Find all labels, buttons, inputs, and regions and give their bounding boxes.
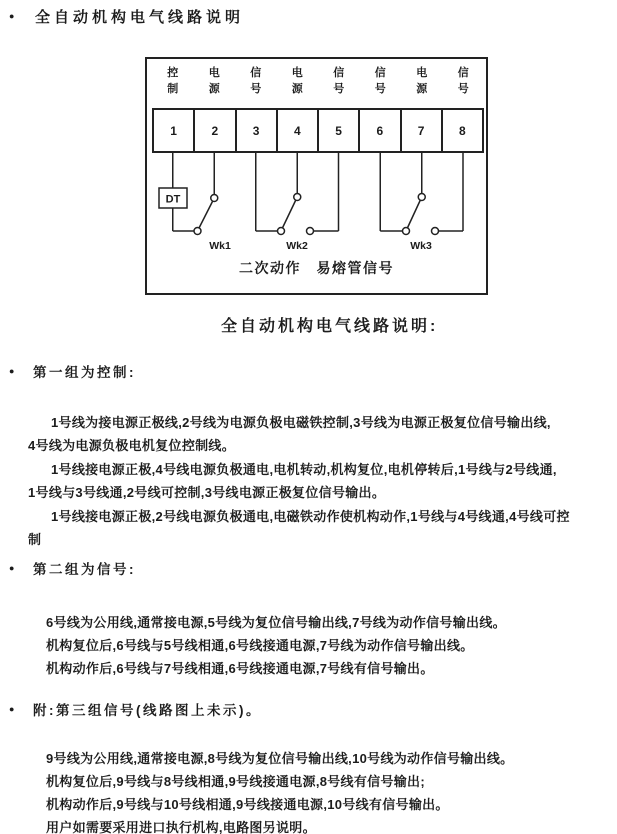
section-bullet: ● — [9, 704, 15, 714]
contact-point — [194, 228, 201, 235]
diagram-caption: 二次动作 易熔管信号 — [239, 260, 394, 276]
body-line: 用户如需要采用进口执行机构,电路图另说明。 — [46, 820, 316, 834]
switch-group-wk1 — [159, 153, 231, 252]
contact-point — [403, 228, 410, 235]
column-label: 信号 — [457, 67, 469, 95]
section-3-heading: 附:第三组信号(线路图上未示)。 — [33, 703, 262, 718]
body-line: 6号线为公用线,通常接电源,5号线为复位信号输出线,7号线为动作信号输出线。 — [46, 615, 506, 630]
contact-point — [211, 195, 218, 202]
terminal-7: 7 — [400, 108, 443, 153]
column-label: 信号 — [333, 67, 345, 95]
contact-point — [432, 228, 439, 235]
terminal-8: 8 — [441, 108, 484, 153]
column-label: 电源 — [208, 67, 220, 95]
body-line: 1号线接电源正极,2号线电源负极通电,电磁铁动作使机构动作,1号线与4号线通,4号线可控 — [51, 509, 570, 524]
switch-group-wk2 — [256, 153, 339, 252]
body-line: 机构复位后,6号线与5号线相通,6号线接通电源,7号线为动作信号输出线。 — [46, 638, 474, 653]
body-line: 机构动作后,6号线与7号线相通,6号线接通电源,7号线有信号输出。 — [46, 661, 434, 676]
wk2-label: Wk2 — [286, 240, 308, 252]
terminal-6: 6 — [358, 108, 401, 153]
body-line: 机构复位后,9号线与8号线相通,9号线接通电源,8号线有信号输出; — [46, 774, 425, 789]
wk1-label: Wk1 — [209, 240, 231, 252]
body-line: 1号线为接电源正极线,2号线为电源负极电磁铁控制,3号线为电源正极复位信号输出线, — [51, 415, 551, 430]
circuit-description-heading: 全自动机构电气线路说明: — [221, 318, 439, 335]
body-line: 1号线与3号线通,2号线可控制,3号线电源正极复位信号输出。 — [28, 485, 386, 500]
circuit-diagram-frame — [145, 57, 488, 295]
body-line: 制 — [28, 532, 42, 547]
terminal-4: 4 — [276, 108, 319, 153]
dt-label: DT — [165, 193, 181, 206]
terminal-3: 3 — [235, 108, 278, 153]
body-line: 1号线接电源正极,4号线电源负极通电,电机转动,机构复位,电机停转后,1号线与2号线通, — [51, 462, 557, 477]
section-bullet: ● — [9, 366, 15, 376]
title-bullet: ● — [9, 11, 15, 21]
page-title: 全自动机构电气线路说明 — [35, 9, 245, 26]
section-1-heading: 第一组为控制: — [33, 365, 136, 380]
contact-point — [278, 228, 285, 235]
contact-point — [418, 194, 425, 201]
contact-point — [294, 194, 301, 201]
switch-group-wk3 — [380, 153, 463, 252]
body-line: 机构动作后,9号线与10号线相通,9号线接通电源,10号线有信号输出。 — [46, 797, 449, 812]
column-label: 信号 — [374, 67, 386, 95]
column-label: 信号 — [250, 67, 262, 95]
section-2-heading: 第二组为信号: — [33, 562, 136, 577]
wk3-label: Wk3 — [410, 240, 432, 252]
column-label: 控制 — [167, 67, 179, 95]
column-label: 电源 — [291, 67, 303, 95]
terminal-1: 1 — [152, 108, 195, 153]
terminal-5: 5 — [317, 108, 360, 153]
column-label: 电源 — [416, 67, 428, 95]
section-bullet: ● — [9, 563, 15, 573]
terminal-2: 2 — [193, 108, 236, 153]
body-line: 9号线为公用线,通常接电源,8号线为复位信号输出线,10号线为动作信号输出线。 — [46, 751, 514, 766]
body-line: 4号线为电源负极电机复位控制线。 — [28, 438, 236, 453]
contact-point — [307, 228, 314, 235]
